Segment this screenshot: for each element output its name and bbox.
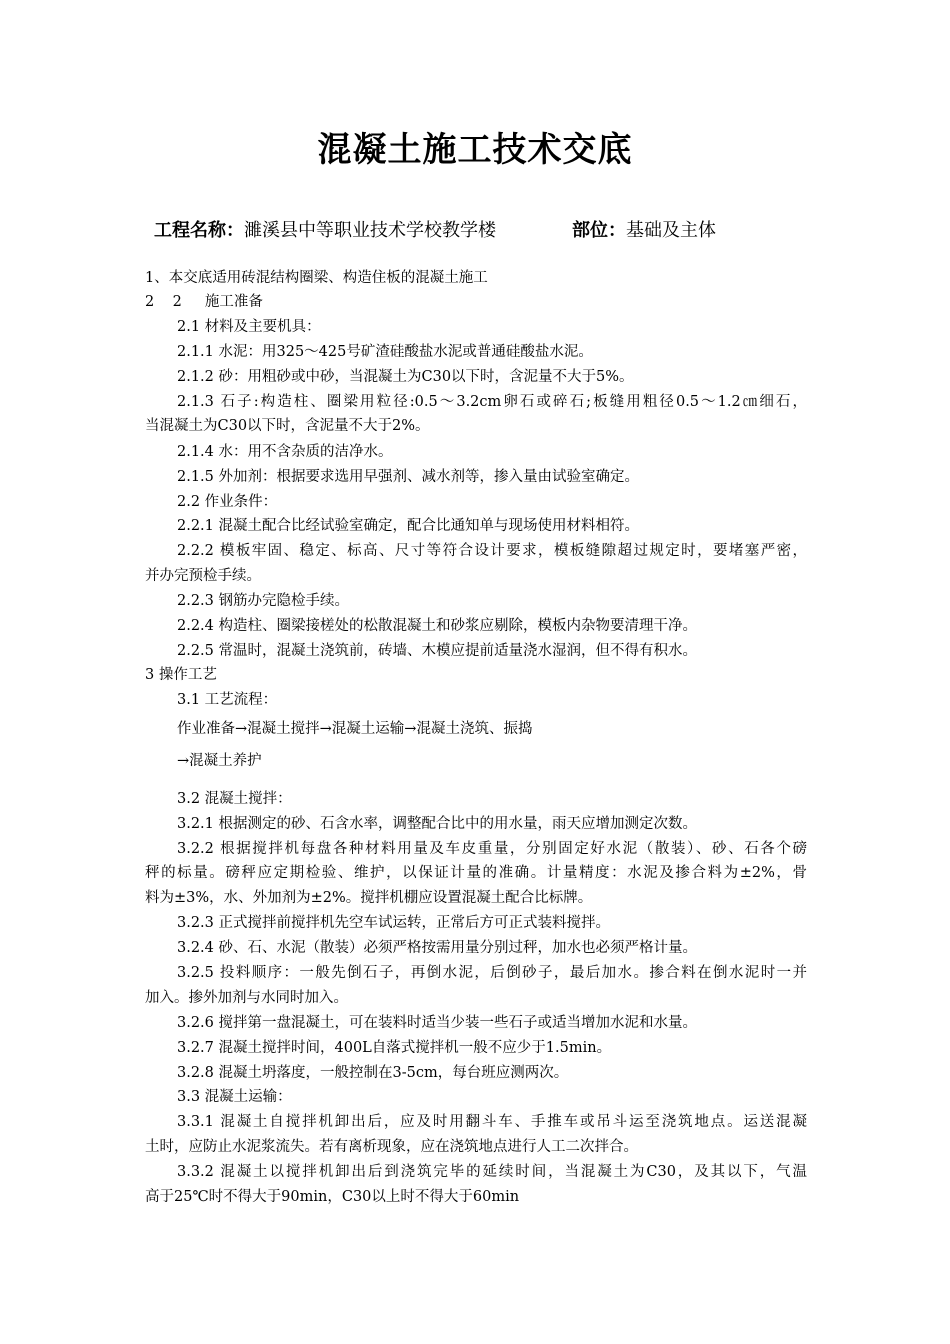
section-heading: 2 2 施工准备 [145,294,263,310]
project-part-value: 基础及主体 [626,220,716,241]
process-flow: →混凝土养护 [177,753,262,769]
project-part-label: 部位： [572,220,626,241]
text-line: 3.2.1 根据测定的砂、石含水率，调整配合比中的用水量，雨天应增加测定次数。 [177,816,698,832]
page-title: 混凝土施工技术交底 [317,130,633,170]
text-line: 料为±3%，水、外加剂为±2%。搅拌机棚应设置混凝土配合比标牌。 [145,890,593,906]
text-line: 2.1.4 水：用不含杂质的洁净水。 [177,444,393,460]
project-part [572,216,716,242]
text-line: 3.3.2 混凝土以搅拌机卸出后到浇筑完毕的延续时间，当混凝土为C30，及其以下，气温 [177,1164,807,1180]
section-heading: 3 操作工艺 [145,667,217,683]
text-line: 土时，应防止水泥浆流失。若有离析现象，应在浇筑地点进行人工二次拌合。 [145,1139,638,1155]
text-line: 3.3 混凝土运输： [177,1089,292,1105]
text-line: 3.2.4 砂、石、水泥（散装）必须严格按需用量分别过秤，加水也必须严格计量。 [177,940,698,956]
text-line: 2.1.1 水泥：用325～425号矿渣硅酸盐水泥或普通硅酸盐水泥。 [177,344,593,360]
text-line: 3.2.2 根据搅拌机每盘各种材料用量及车皮重量，分别固定好水泥（散装）、砂、石各个磅 [177,841,807,857]
project-name-label: 工程名称： [154,220,244,241]
text-line: 2.1.2 砂：用粗砂或中砂，当混凝土为C30以下时，含泥量不大于5%。 [177,369,634,385]
text-line: 3.2 混凝土搅拌： [177,791,292,807]
text-line: 3.2.3 正式搅拌前搅拌机先空车试运转，正常后方可正式装料搅拌。 [177,915,611,931]
text-line: 3.2.5 投料顺序：一般先倒石子，再倒水泥，后倒砂子，最后加水。掺合料在倒水泥时一并 [177,965,807,981]
process-flow: 作业准备→混凝土搅拌→混凝土运输→混凝土浇筑、振捣 [177,721,533,737]
text-line: 2.2.5 常温时，混凝土浇筑前，砖墙、木模应提前适量浇水湿润，但不得有积水。 [177,643,698,659]
project-name-value: 濉溪县中等职业技术学校教学楼 [244,220,496,241]
text-line: 1、本交底适用砖混结构圈梁、构造住板的混凝土施工 [145,270,488,286]
text-line: 加入。掺外加剂与水同时加入。 [145,990,348,1006]
text-line: 3.2.8 混凝土坍落度，一般控制在3-5cm，每台班应测两次。 [177,1065,569,1081]
text-line: 2.2 作业条件： [177,494,278,510]
text-line: 2.1.3 石子:构造柱、圈梁用粒径:0.5～3.2cm卵石或碎石;板缝用粗径0.5～1.2㎝细石， [177,394,807,410]
text-line: 3.3.1 混凝土自搅拌机卸出后，应及时用翻斗车、手推车或吊斗运至浇筑地点。运送混凝 [177,1114,807,1130]
text-line: 并办完预检手续。 [145,568,261,584]
text-line: 3.2.7 混凝土搅拌时间，400L自落式搅拌机一般不应少于1.5min。 [177,1040,612,1056]
text-line: 3.1 工艺流程： [177,692,278,708]
text-line: 高于25℃时不得大于90min，C30以上时不得大于60min [145,1189,520,1205]
text-line: 2.1.5 外加剂：根据要求选用早强剂、减水剂等，掺入量由试验室确定。 [177,469,640,485]
text-line: 2.1 材料及主要机具： [177,319,321,335]
text-line: 当混凝土为C30以下时，含泥量不大于2%。 [145,418,430,434]
text-line: 3.2.6 搅拌第一盘混凝土，可在装料时适当少装一些石子或适当增加水泥和水量。 [177,1015,698,1031]
text-line: 2.2.3 钢筋办完隐检手续。 [177,593,350,609]
text-line: 2.2.1 混凝土配合比经试验室确定，配合比通知单与现场使用材料相符。 [177,518,640,534]
text-line: 2.2.2 模板牢固、稳定、标高、尺寸等符合设计要求，模板缝隙超过规定时，要堵塞严密， [177,543,807,559]
text-line: 2.2.4 构造柱、圈梁接槎处的松散混凝土和砂浆应剔除，模板内杂物要清理干净。 [177,618,698,634]
project-info [154,216,716,242]
text-line: 秤的标量。磅秤应定期检验、维护，以保证计量的准确。计量精度：水泥及掺合料为±2%，骨 [145,865,807,881]
